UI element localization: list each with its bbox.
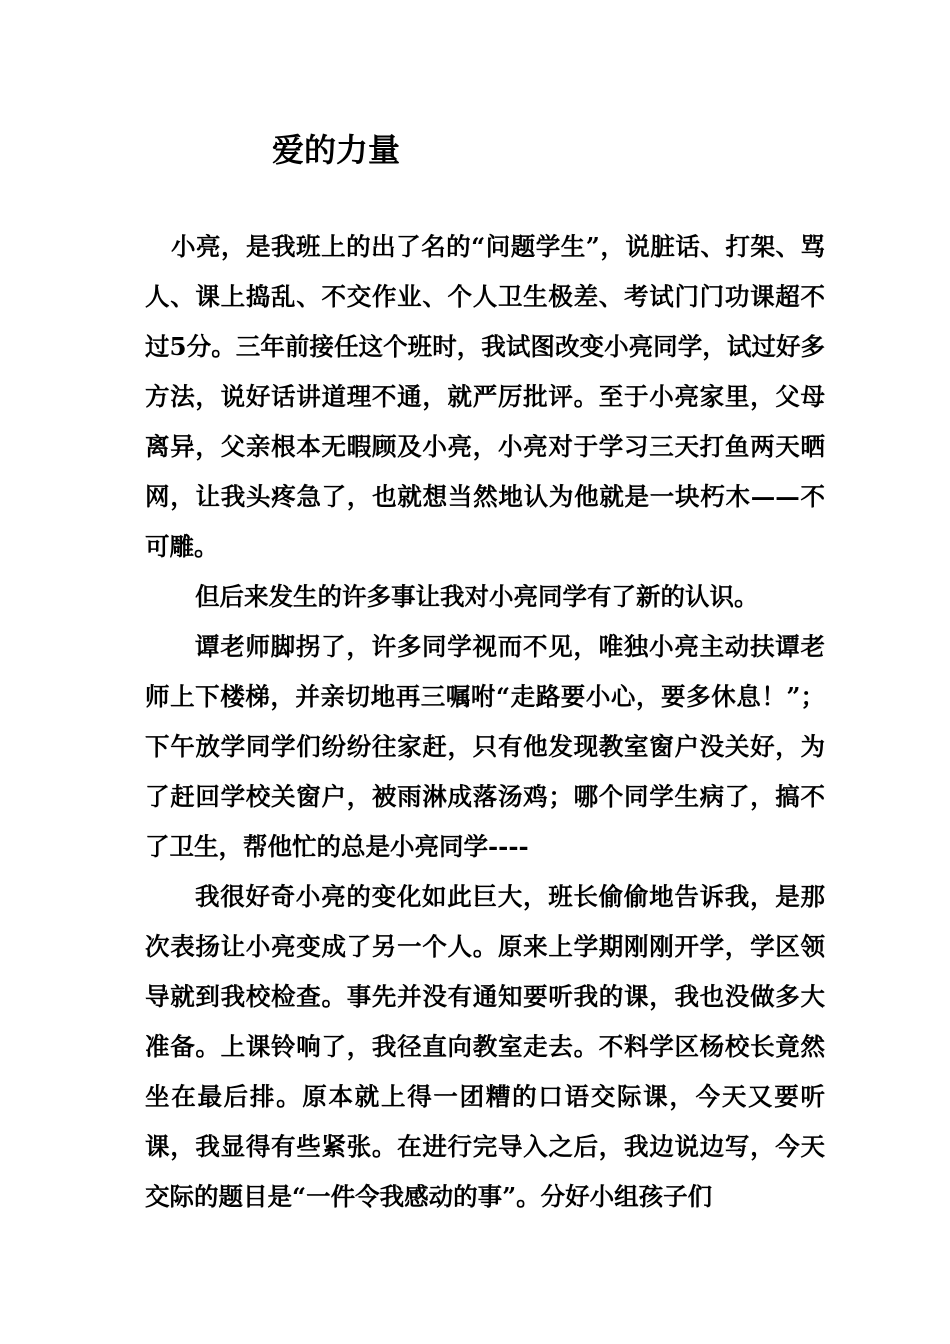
- paragraph-4: 我很好奇小亮的变化如此巨大，班长偷偷地告诉我，是那次表扬让小亮变成了另一个人。原来上学期刚刚开学，学区领导就到我校检查。事先并没有通知要听我的课，我也没做多大准备。上课铃响了，我径直向教室走去。不料学区杨校长竟然坐在最后排。原本就上得一团糟的口语交际课，今天又要听课，我显得有些紧张。在进行完导入之后，我边说边写，今天交际的题目是“一件令我感动的事”。分好小组孩子们: [145, 882, 825, 1211]
- document-body: [145, 222, 825, 1222]
- paragraph-1: 小亮，是我班上的出了名的“问题学生”，说脏话、打架、骂人、课上捣乱、不交作业、个人卫生极差、考试门门功课超不过5分。三年前接任这个班时，我试图改变小亮同学，试过好多方法，说好话讲道理不通，就严厉批评。至于小亮家里，父母离异，父亲根本无暇顾及小亮，小亮对于学习三天打鱼两天晒网，让我头疼急了，也就想当然地认为他就是一块朽木——不可雕。: [145, 232, 825, 561]
- paragraph-3: 谭老师脚拐了，许多同学视而不见，唯独小亮主动扶谭老师上下楼梯，并亲切地再三嘱咐“走路要小心，要多休息！”；下午放学同学们纷纷往家赶，只有他发现教室窗户没关好，为了赶回学校关窗户，被雨淋成落汤鸡；哪个同学生病了，搞不了卫生，帮他忙的总是小亮同学----: [145, 632, 825, 861]
- paragraph-2: 但后来发生的许多事让我对小亮同学有了新的认识。: [195, 582, 759, 611]
- document-title: 爱的力量: [272, 131, 401, 169]
